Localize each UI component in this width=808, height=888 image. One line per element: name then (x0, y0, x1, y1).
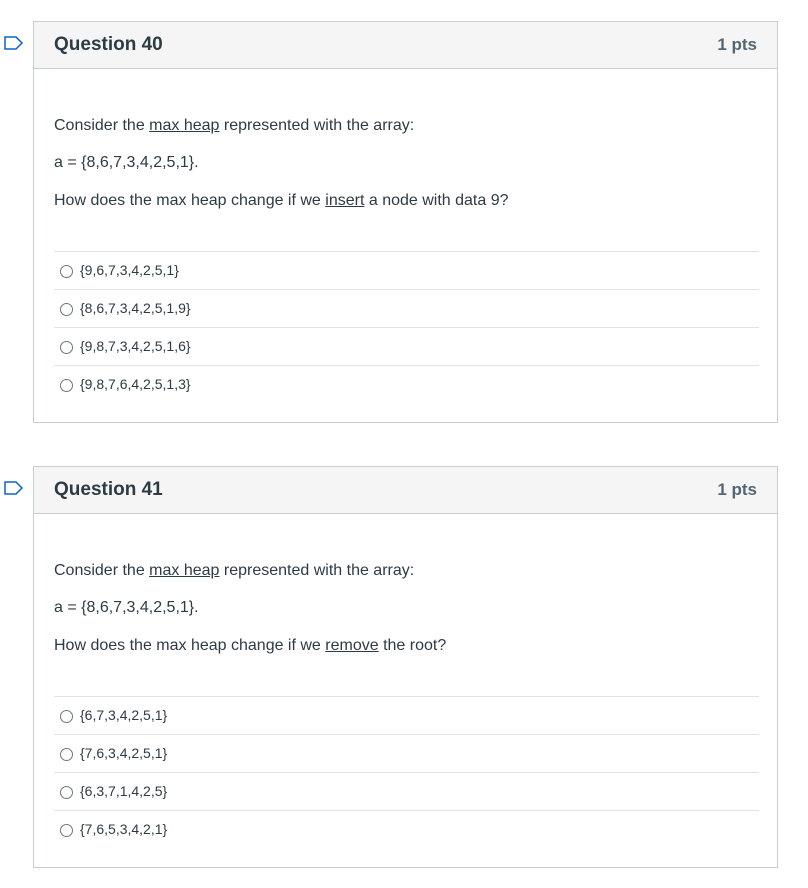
underlined-term: insert (325, 192, 365, 209)
underlined-term: remove (325, 637, 379, 654)
answer-label[interactable]: {7,6,3,4,2,5,1} (80, 745, 168, 761)
radio-button[interactable] (60, 786, 73, 799)
answer-label[interactable]: {9,8,7,6,4,2,5,1,3} (80, 376, 191, 392)
radio-button[interactable] (60, 341, 73, 354)
question-array-line: a = {8,6,7,3,4,2,5,1}. (54, 599, 199, 616)
text-segment: a node with data 9? (364, 192, 509, 209)
text-segment: Consider the (54, 117, 150, 134)
question-card (33, 21, 778, 423)
answer-list (54, 696, 759, 848)
radio-button[interactable] (60, 379, 73, 392)
question-header (34, 467, 777, 514)
answer-option[interactable] (54, 327, 759, 365)
question-header (34, 22, 777, 69)
question-points: 1 pts (717, 35, 757, 54)
answer-label[interactable]: {9,6,7,3,4,2,5,1} (80, 262, 179, 278)
question-text-line (54, 562, 414, 580)
question-text-line (54, 192, 509, 210)
text-segment: represented with the array: (219, 562, 415, 579)
answer-option[interactable] (54, 734, 759, 772)
answer-label[interactable]: {9,8,7,3,4,2,5,1,6} (80, 338, 191, 354)
question-text-line (54, 117, 414, 135)
bookmark-question-icon[interactable] (4, 481, 24, 495)
underlined-term: max heap (149, 117, 220, 134)
text-segment: the root? (378, 637, 447, 654)
answer-option[interactable] (54, 365, 759, 403)
answer-option[interactable] (54, 810, 759, 848)
question-points: 1 pts (717, 480, 757, 499)
question-array-line: a = {8,6,7,3,4,2,5,1}. (54, 154, 199, 171)
answer-label[interactable]: {6,3,7,1,4,2,5} (80, 783, 168, 799)
underlined-term: max heap (149, 562, 220, 579)
answer-option[interactable] (54, 251, 759, 289)
question-title: Question 41 (54, 479, 163, 500)
answer-option[interactable] (54, 772, 759, 810)
question-text-line (54, 637, 446, 655)
radio-button[interactable] (60, 824, 73, 837)
answer-label[interactable]: {8,6,7,3,4,2,5,1,9} (80, 300, 191, 316)
answer-option[interactable] (54, 289, 759, 327)
radio-button[interactable] (60, 710, 73, 723)
radio-button[interactable] (60, 265, 73, 278)
radio-button[interactable] (60, 303, 73, 316)
radio-button[interactable] (60, 748, 73, 761)
text-segment: Consider the (54, 562, 150, 579)
question-card (33, 466, 778, 868)
text-segment: represented with the array: (219, 117, 415, 134)
answer-label[interactable]: {6,7,3,4,2,5,1} (80, 707, 168, 723)
text-segment: How does the max heap change if we (54, 637, 326, 654)
question-title: Question 40 (54, 34, 163, 55)
answer-list (54, 251, 759, 403)
bookmark-question-icon[interactable] (4, 36, 24, 50)
text-segment: How does the max heap change if we (54, 192, 326, 209)
answer-label[interactable]: {7,6,5,3,4,2,1} (80, 821, 168, 837)
answer-option[interactable] (54, 696, 759, 734)
